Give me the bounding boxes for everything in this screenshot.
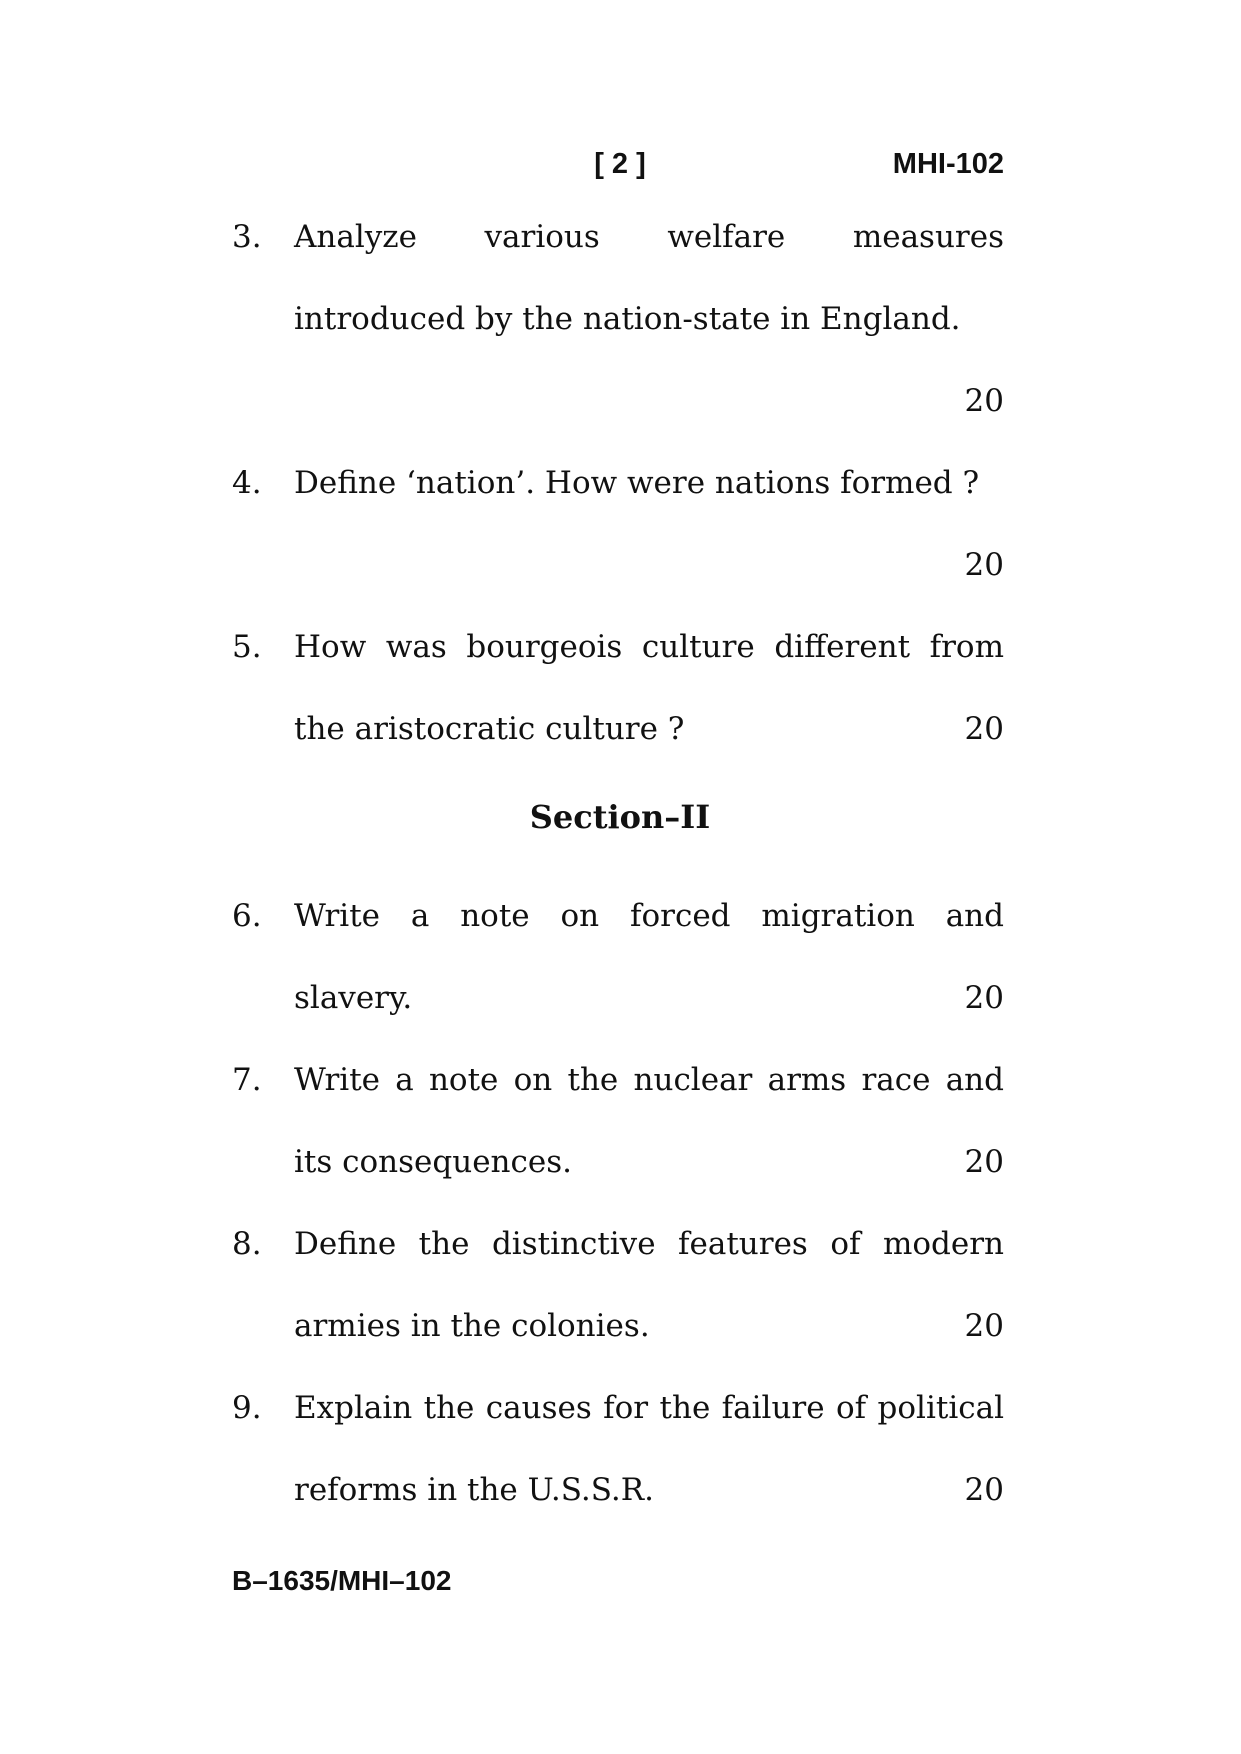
section-title: Section–II xyxy=(529,798,711,836)
page-number: [ 2 ] xyxy=(594,148,646,180)
question-text-line-2: its consequences. xyxy=(294,1144,572,1180)
question-text-line-1: Write a note on forced migration and xyxy=(294,898,1004,934)
question-number: 6. xyxy=(232,898,262,934)
question-text-line-1: Define ‘nation’. How were nations formed ? xyxy=(294,465,980,501)
question-text-line-2: slavery. xyxy=(294,980,413,1016)
question-text-line-1: Define the distinctive features of modern xyxy=(294,1226,1004,1262)
question-text-line-2: the aristocratic culture ? xyxy=(294,711,685,747)
question-text-line-2: armies in the colonies. xyxy=(294,1308,650,1344)
question-text-line-1: How was bourgeois culture different from xyxy=(294,629,1004,665)
question-marks: 20 xyxy=(964,1308,1004,1344)
question-marks: 20 xyxy=(964,547,1004,583)
course-code: MHI-102 xyxy=(892,148,1004,180)
question-text-line-1: Write a note on the nuclear arms race and xyxy=(294,1062,1004,1098)
question-marks: 20 xyxy=(964,383,1004,419)
question-9 xyxy=(232,1387,1004,1511)
question-number: 5. xyxy=(232,629,262,665)
question-6 xyxy=(232,895,1004,1019)
question-text-line-1: Explain the causes for the failure of political xyxy=(294,1390,1004,1426)
question-number: 3. xyxy=(232,219,262,255)
question-number: 7. xyxy=(232,1062,262,1098)
question-text-line-2: reforms in the U.S.S.R. xyxy=(294,1472,654,1508)
question-3 xyxy=(232,216,1004,422)
question-number: 9. xyxy=(232,1390,262,1426)
question-marks: 20 xyxy=(964,711,1004,747)
paper-code: B–1635/MHI–102 xyxy=(232,1565,452,1596)
question-4 xyxy=(232,462,1004,586)
question-text-line-1: Analyze various welfare measures xyxy=(294,219,1004,255)
question-marks: 20 xyxy=(964,1472,1004,1508)
question-number: 8. xyxy=(232,1226,262,1262)
question-text-line-2: introduced by the nation-state in England. xyxy=(294,301,961,337)
question-5 xyxy=(232,626,1004,750)
question-marks: 20 xyxy=(964,1144,1004,1180)
question-marks: 20 xyxy=(964,980,1004,1016)
question-number: 4. xyxy=(232,465,262,501)
question-8 xyxy=(232,1223,1004,1347)
question-7 xyxy=(232,1059,1004,1183)
